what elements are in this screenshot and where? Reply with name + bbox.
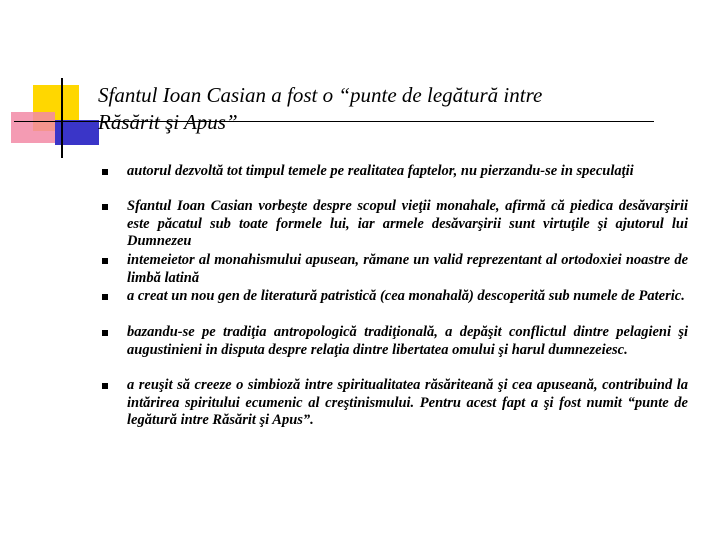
bullet-item bbox=[98, 324, 688, 377]
square-bullet-icon bbox=[102, 204, 108, 210]
square-bullet-icon bbox=[102, 383, 108, 389]
slide-title bbox=[98, 82, 698, 136]
slide-title-line-2: Răsărit şi Apus” bbox=[98, 110, 238, 134]
bullet-text: autorul dezvoltă tot timpul temele pe realitatea faptelor, nu pierzandu-se in speculaţii bbox=[127, 163, 634, 179]
bullet-text: a reuşit să creeze o simbioză intre spiritualitatea răsăriteană şi cea apuseană, contribuind la intărirea spiritului ecumenic al creştinismului. Pentru acest fapt a şi fost numit “punte de legătură intre Răsărit şi Apus”. bbox=[127, 377, 688, 429]
slide-title-line-1: Sfantul Ioan Casian a fost o “punte de legătură intre bbox=[98, 83, 543, 107]
decor-pink-square bbox=[11, 112, 55, 143]
square-bullet-icon bbox=[102, 169, 108, 175]
bullet-text: Sfantul Ioan Casian vorbeşte despre scopul vieţii monahale, afirmă că piedica desăvarşirii este păcatul sub toate formele lui, iar armele desăvarşirii sunt virtuţile şi ajutorul lui Dumnezeu bbox=[127, 198, 688, 250]
bullet-item bbox=[98, 198, 688, 252]
bullet-text: intemeietor al monahismului apusean, rămane un valid reprezentant al ortodoxiei noastre de limbă latină bbox=[127, 252, 688, 286]
bullet-list bbox=[98, 163, 688, 437]
bullet-item bbox=[98, 252, 688, 288]
bullet-text: bazandu-se pe tradiţia antropologică tradiţională, a depăşit conflictul dintre pelagieni şi augustinieni in disputa despre relaţia dintre libertatea omului şi harul dumnezeiesc. bbox=[127, 324, 688, 358]
bullet-item bbox=[98, 377, 688, 437]
square-bullet-icon bbox=[102, 330, 108, 336]
square-bullet-icon bbox=[102, 294, 108, 300]
bullet-item bbox=[98, 288, 688, 324]
decor-vertical-line bbox=[61, 78, 63, 158]
bullet-item bbox=[98, 163, 688, 198]
bullet-text: a creat un nou gen de literatură patristică (cea monahală) descoperită sub numele de Pateric. bbox=[127, 288, 685, 304]
square-bullet-icon bbox=[102, 258, 108, 264]
